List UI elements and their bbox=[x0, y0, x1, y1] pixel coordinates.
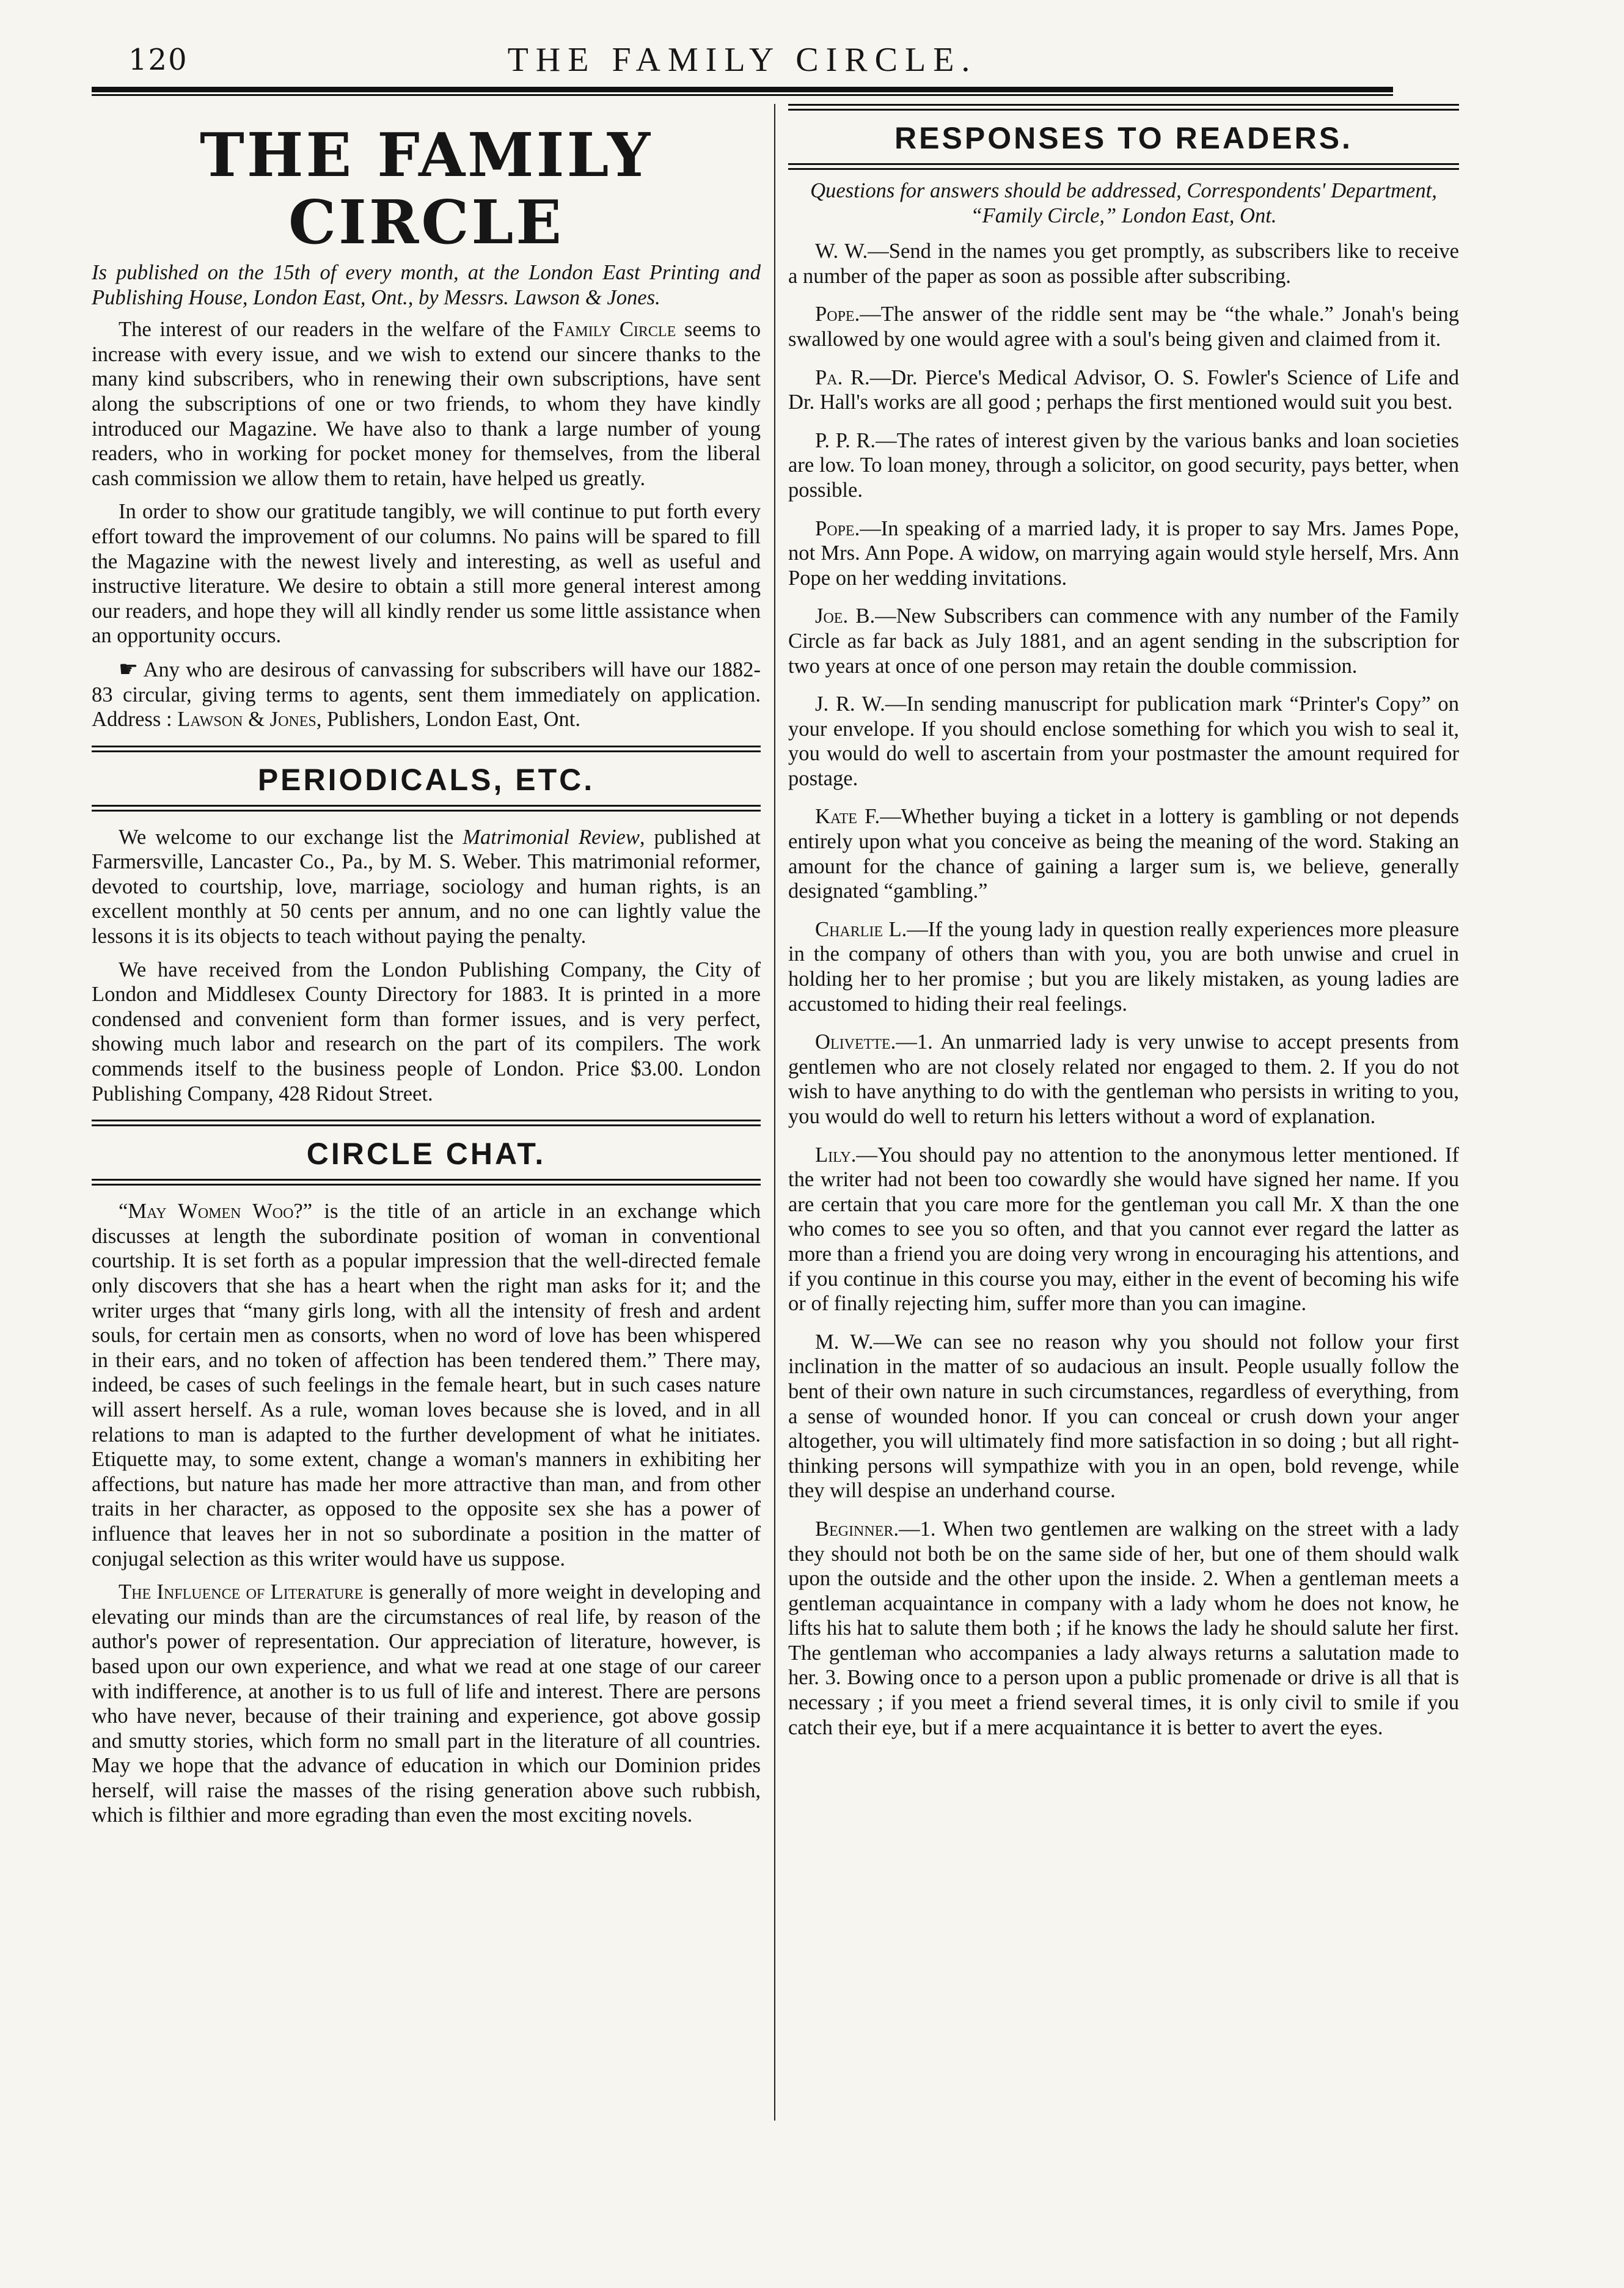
section-rule bbox=[92, 746, 761, 752]
answer-text: —We can see no reason why you should not follow your first inclination in the matter of so audacious an insult. People usually follow the bent of their own nature in such circumstances, regardless of everything, from a sense of wounded honor. If you can conceal or crush down your anger altogether, you will ultimately find more satisfaction in so doing ; but all right-thinking persons will sympathize with you in an open, bold revenge, while they will despise an underhand course. bbox=[788, 1330, 1460, 1503]
periodicals-paragraph: We welcome to our exchange list the Matrimonial Review, published at Farmersville, Lancaster Co., Pa., by M. S. Weber. This matrimonial reformer, devoted to courtship, love, marriage, sociology and human rights, is an excellent monthly at 50 cents per annum, and no one can lightly value the lessons it is its objects to teach without paying the penalty. bbox=[92, 825, 761, 948]
responses-intro: Questions for answers should be addressed, Correspondents' Department, “Family Circle,” London East, Ont. bbox=[810, 179, 1437, 227]
intro-paragraph: In order to show our gratitude tangibly, we will continue to put forth every effort toward the improvement of our columns. No pains will be spared to fill the Magazine with the newest lively and interesting, as well as useful and instructive literature. We desire to obtain a still more general interest among our readers, and hope they will all kindly render us some little assistance when an opportunity occurs. bbox=[92, 500, 761, 648]
intro-paragraph: The interest of our readers in the welfare of the Family Circle seems to increase with every issue, and we wish to extend our sincere thanks to the many kind subscribers, who in renewing their own subscriptions, have sent along the subscriptions of one or two friends, to whom they have kindly introduced our Magazine. We have also to thank a large number of young readers, who in working for pocket money for themselves, from the liberal cash commission we allow them to retain, have helped us greatly. bbox=[92, 318, 761, 490]
answer-item bbox=[788, 692, 1459, 791]
answer-text: —The rates of interest given by the various banks and loan societies are low. To loan money, through a solicitor, on good security, pays better, when possible. bbox=[788, 428, 1459, 502]
answer-item bbox=[788, 604, 1459, 678]
answer-correspondent: J. R. W. bbox=[815, 692, 885, 716]
running-title: THE FAMILY CIRCLE. bbox=[507, 41, 978, 79]
answer-text: —The answer of the riddle sent may be “the whale.” Jonah's being swallowed by one would agree with a soul's being given and claimed from it. bbox=[788, 302, 1459, 351]
answer-text: —1. An unmarried lady is very unwise to accept presents from gentlemen who are not closely related nor engaged to them. 2. If you do not wish to have anything to do with the gentleman who persists in writing to you, you would do well to return his letters without a word of explanation. bbox=[788, 1030, 1459, 1128]
answer-correspondent: Charlie L. bbox=[815, 917, 907, 941]
answer-text: —You should pay no attention to the anonymous letter mentioned. If the writer had not been too cowardly she would have signed her name. If you are certain that you care more for the gentleman you call Mr. X than the one who comes to see you so often, and that you cannot ever regard the latter as more than a friend you are doing very wrong in encouraging his attentions, and if you continue in this course you may, either in the event of becoming his wife or of finally rejecting him, suffer more than you can imagine. bbox=[788, 1143, 1459, 1316]
periodicals-paragraph: We have received from the London Publishing Company, the City of London and Middlesex County Directory for 1883. It is printed in a more condensed and convenient form than former issues, and is very perfect, showing much labor and research on the part of its compilers. The work commends itself to the business people of London. Price $3.00. London Publishing Company, 428 Ridout Street. bbox=[92, 958, 761, 1106]
answer-correspondent: W. W. bbox=[815, 240, 868, 263]
section-rule bbox=[92, 1179, 761, 1186]
section-rule bbox=[92, 805, 761, 812]
answer-text: —1. When two gentlemen are walking on the street with a lady they should not both be on the same side of her, but one of them should walk upon the outside and the other upon the inside. 2. When a gentleman meets a gentleman acquaintance in company with a lady whom he does not know, he lifts his hat to salute them both ; if he knows the lady he should salute her first. The gentleman who accompanies a lady always returns a salutation made to her. 3. Bowing once to a person upon a public promenade or drive is all that is necessary ; if you meet a friend several times, it is only civil to smile if you catch their eye, but if a mere acquaintance it is better to avert the eyes. bbox=[788, 1517, 1459, 1739]
answer-correspondent: Lily. bbox=[815, 1143, 857, 1167]
answer-correspondent: P. P. R. bbox=[815, 428, 876, 452]
answer-item bbox=[788, 804, 1459, 903]
answer-correspondent: M. W. bbox=[815, 1330, 874, 1354]
answer-text: —In sending manuscript for publication mark “Printer's Copy” on your envelope. If you should enclose something for which you wish to seal it, you would do well to ascertain from your postmaster the amount required for postage. bbox=[788, 692, 1459, 790]
section-rule bbox=[788, 163, 1459, 170]
periodicals-heading: PERIODICALS, ETC. bbox=[257, 762, 595, 797]
canvass-paragraph: ☛ Any who are desirous of canvassing for subscribers will have our 1882-83 circular, giving terms to agents, sent them immediately on application. Address : Lawson & Jones, Publishers, London East, Ont. bbox=[92, 656, 761, 732]
answer-item bbox=[788, 1517, 1459, 1740]
left-column bbox=[92, 104, 761, 2202]
answer-text: —New Subscribers can commence with any number of the Family Circle as far back as July 1881, and an agent sending in the subscription for two years at once of one person may retain the double commission. bbox=[788, 604, 1459, 678]
responses-heading: RESPONSES TO READERS. bbox=[894, 121, 1353, 155]
answer-correspondent: Pope. bbox=[815, 516, 860, 540]
answer-text: —Whether buying a ticket in a lottery is gambling or not depends entirely upon what you conceive as being the meaning of the word. Staking an amount for the chance of gaining a larger sum is, we believe, generally designated “gambling.” bbox=[788, 805, 1459, 903]
section-rule bbox=[92, 1120, 761, 1126]
header-rule bbox=[92, 87, 1393, 96]
answer-item bbox=[788, 1143, 1459, 1316]
answer-item bbox=[788, 917, 1459, 1016]
answer-text: —Dr. Pierce's Medical Advisor, O. S. Fowler's Science of Life and Dr. Hall's works are all good ; perhaps the first mentioned would suit you best. bbox=[788, 365, 1460, 414]
answer-item bbox=[788, 365, 1459, 415]
answer-correspondent: Beginner. bbox=[815, 1517, 899, 1541]
page-header bbox=[92, 38, 1393, 81]
answer-correspondent: Olivette. bbox=[815, 1030, 896, 1054]
answer-text: —In speaking of a married lady, it is proper to say Mrs. James Pope, not Mrs. Ann Pope. A widow, on marrying again would style herself, Mrs. Ann Pope on her wedding invitations. bbox=[788, 516, 1459, 590]
answer-correspondent: Joe. B. bbox=[815, 604, 876, 628]
answer-item bbox=[788, 1330, 1459, 1503]
section-rule bbox=[788, 104, 1459, 111]
answer-correspondent: Kate F. bbox=[815, 805, 880, 829]
chat-paragraph: “May Women Woo?” is the title of an article in an exchange which discusses at length the subordinate position of woman in conventional courtship. It is set forth as a popular impression that the well-directed female only discovers that she has a heart when the right man asks for it; and the writer urges that “many girls long, with all the intensity of fresh and ardent souls, for certain men as consorts, when no word of love has been whispered in their ears, and no token of affection has been tendered them.” There may, indeed, be cases of such feelings in the female heart, but in such cases nature will assert herself. As a rule, woman loves because she is loved, and in all relations to man is adapted to the further development of what he initiates. Etiquette may, to some extent, change a woman's manners in exhibiting her affections, but nature has made her more attractive than man, and from other traits in her character, as opposed to the opposite sex she has a power of influence that leaves her in not so subordinate a position in the matter of conjugal selection as this writer would have us suppose. bbox=[92, 1200, 761, 1571]
answer-item bbox=[788, 302, 1459, 351]
answer-item bbox=[788, 516, 1459, 591]
pointing-hand-icon: ☛ bbox=[119, 656, 139, 681]
publication-note: Is published on the 15th of every month, at the London East Printing and Publishing House, London East, Ont., by Messrs. Lawson & Jones. bbox=[92, 261, 761, 309]
right-column bbox=[788, 104, 1459, 2202]
answers-list bbox=[788, 239, 1459, 1740]
answer-item bbox=[788, 1030, 1459, 1129]
column-divider bbox=[774, 104, 775, 2121]
answer-correspondent: Pa. R. bbox=[815, 365, 870, 389]
answer-item bbox=[788, 239, 1459, 288]
circle-chat-heading: CIRCLE CHAT. bbox=[306, 1137, 546, 1172]
chat-paragraph: The Influence of Literature is generally of more weight in developing and elevating our minds than are the circumstances of real life, by reason of the author's power of representation. Our appreciation of literature, however, is based upon our own experience, and what we read at one stage of our career with indifference, at another is to us full of life and interest. There are persons who have never, because of their training and experience, got above gossip and smutty stories, which form no small part in the literature of all countries. May we hope that the advance of education in which our Dominion prides herself, will raise the masses of the rising generation above such rubbish, which is filthier and more egrading than even the most exciting novels. bbox=[92, 1580, 761, 1827]
masthead: THE FAMILY CIRCLE bbox=[199, 120, 653, 258]
page-number: 120 bbox=[128, 43, 188, 77]
answer-text: —Send in the names you get promptly, as subscribers like to receive a number of the paper as soon as possible after subscribing. bbox=[788, 240, 1459, 288]
answer-correspondent: Pope. bbox=[815, 302, 860, 326]
answer-item bbox=[788, 428, 1459, 503]
answer-text: —If the young lady in question really experiences more pleasure in the company of others than with you, you are both unwise and cruel in holding her to her promise ; but you are likely mistaken, as young ladies are accustomed to hiding their real feelings. bbox=[788, 917, 1459, 1016]
